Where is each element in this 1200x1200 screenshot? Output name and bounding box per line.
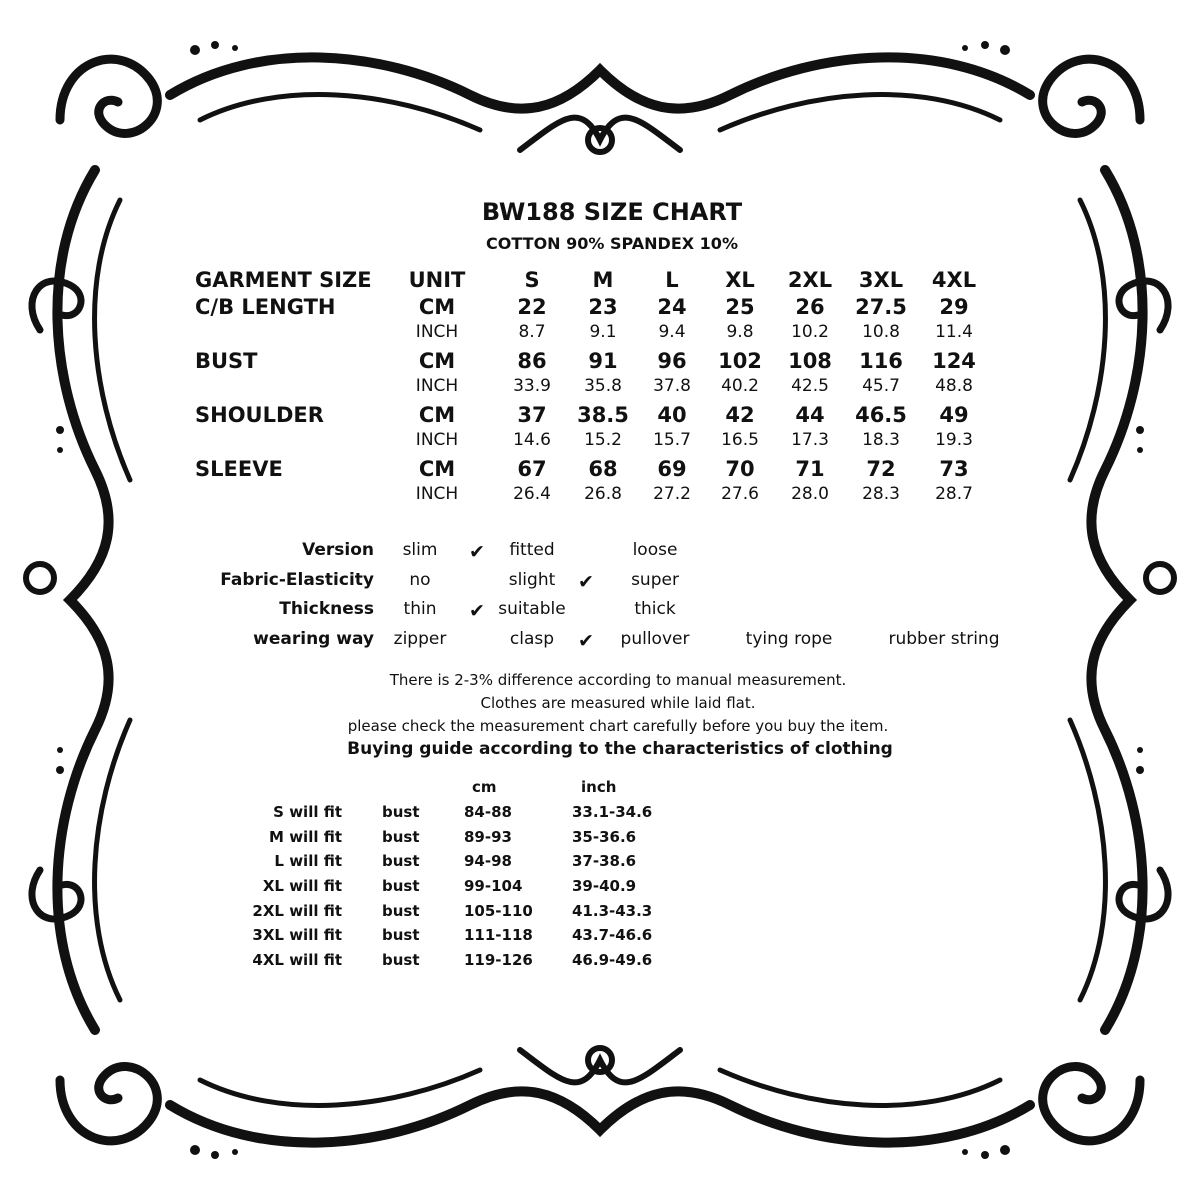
value-cm: 29 [939, 295, 969, 319]
guide-size-label: XL will fit [262, 877, 342, 895]
option-thin: thin [403, 599, 437, 619]
value-inch: 18.3 [862, 430, 900, 450]
value-cm: 96 [657, 349, 687, 373]
guide-body-part: bust [382, 902, 420, 920]
row-label-c-b-length: C/B LENGTH [195, 295, 336, 319]
value-inch: 9.4 [658, 322, 686, 342]
guide-size-label: 4XL will fit [252, 951, 342, 969]
garment-size-label: GARMENT SIZE [195, 268, 372, 292]
option-fitted: fitted [509, 540, 555, 560]
value-cm: 73 [939, 457, 969, 481]
guide-range-inch: 33.1-34.6 [572, 803, 653, 821]
guide-body-part: bust [382, 828, 420, 846]
guide-range-cm: 99-104 [464, 877, 523, 895]
value-inch: 9.1 [589, 322, 617, 342]
value-cm: 49 [939, 403, 969, 427]
size-header-2xl: 2XL [787, 268, 833, 292]
size-header-xl: XL [725, 268, 755, 292]
value-cm: 42 [725, 403, 755, 427]
value-cm: 124 [932, 349, 976, 373]
value-cm: 26 [795, 295, 825, 319]
option-slight: slight [508, 570, 556, 590]
value-inch: 26.8 [584, 484, 622, 504]
option-loose: loose [632, 540, 678, 560]
option-slim: slim [402, 540, 438, 560]
value-inch: 9.8 [726, 322, 754, 342]
row-label-shoulder: SHOULDER [195, 403, 324, 427]
value-inch: 37.8 [653, 376, 691, 396]
characteristic-label-wearing-way: wearing way [253, 629, 374, 649]
value-cm: 91 [588, 349, 618, 373]
unit-cm: CM [418, 295, 456, 319]
unit-inch: INCH [415, 376, 459, 396]
buying-guide-title: Buying guide according to the characteristics of clothing [347, 739, 893, 759]
value-cm: 68 [588, 457, 618, 481]
page-title: BW188 SIZE CHART [481, 198, 743, 226]
unit-cm: CM [418, 403, 456, 427]
value-inch: 35.8 [584, 376, 622, 396]
guide-range-cm: 105-110 [464, 902, 533, 920]
guide-range-inch: 35-36.6 [572, 828, 637, 846]
unit-header: UNIT [408, 268, 466, 292]
fabric-composition: COTTON 90% SPANDEX 10% [486, 234, 738, 253]
guide-body-part: bust [382, 877, 420, 895]
value-cm: 27.5 [855, 295, 907, 319]
value-inch: 11.4 [935, 322, 973, 342]
guide-body-part: bust [382, 803, 420, 821]
value-cm: 24 [657, 295, 687, 319]
check-icon: ✔ [578, 571, 594, 593]
size-header-s: S [524, 268, 540, 292]
guide-range-inch: 46.9-49.6 [572, 951, 653, 969]
value-cm: 71 [795, 457, 825, 481]
size-header-4xl: 4XL [931, 268, 977, 292]
check-icon: ✔ [469, 600, 485, 622]
guide-range-cm: 89-93 [464, 828, 512, 846]
characteristic-label-thickness: Thickness [279, 599, 374, 619]
guide-range-inch: 37-38.6 [572, 852, 637, 870]
value-inch: 40.2 [721, 376, 759, 396]
option-super: super [631, 570, 679, 590]
size-header-m: M [592, 268, 614, 292]
unit-inch: INCH [415, 322, 459, 342]
guide-size-label: M will fit [269, 828, 342, 846]
guide-size-label: S will fit [273, 803, 342, 821]
option-rubber-string: rubber string [888, 629, 1000, 649]
value-cm: 69 [657, 457, 687, 481]
guide-range-cm: 119-126 [464, 951, 533, 969]
value-inch: 28.0 [791, 484, 829, 504]
value-cm: 38.5 [577, 403, 629, 427]
guide-range-cm: 84-88 [464, 803, 512, 821]
value-inch: 27.2 [653, 484, 691, 504]
check-icon: ✔ [469, 541, 485, 563]
value-inch: 27.6 [721, 484, 759, 504]
guide-range-cm: 94-98 [464, 852, 512, 870]
guide-range-inch: 43.7-46.6 [572, 926, 653, 944]
value-inch: 14.6 [513, 430, 551, 450]
value-cm: 37 [517, 403, 547, 427]
value-cm: 44 [795, 403, 825, 427]
guide-range-inch: 39-40.9 [572, 877, 637, 895]
size-header-l: L [665, 268, 679, 292]
value-cm: 108 [788, 349, 832, 373]
note-line: There is 2-3% difference according to manual measurement. [389, 671, 847, 689]
option-thick: thick [634, 599, 676, 619]
guide-body-part: bust [382, 926, 420, 944]
value-cm: 102 [718, 349, 762, 373]
value-inch: 33.9 [513, 376, 551, 396]
row-label-bust: BUST [195, 349, 258, 373]
buying-guide-header-inch: inch [581, 778, 617, 796]
characteristic-label-version: Version [302, 540, 374, 560]
row-label-sleeve: SLEEVE [195, 457, 283, 481]
option-tying-rope: tying rope [745, 629, 833, 649]
option-no: no [409, 570, 431, 590]
guide-range-cm: 111-118 [464, 926, 533, 944]
check-icon: ✔ [578, 630, 594, 652]
guide-size-label: 2XL will fit [252, 902, 342, 920]
value-inch: 16.5 [721, 430, 759, 450]
unit-cm: CM [418, 457, 456, 481]
buying-guide-header-cm: cm [472, 778, 497, 796]
value-cm: 25 [725, 295, 755, 319]
unit-inch: INCH [415, 484, 459, 504]
guide-range-inch: 41.3-43.3 [572, 902, 653, 920]
value-cm: 67 [517, 457, 547, 481]
value-cm: 40 [657, 403, 687, 427]
guide-size-label: 3XL will fit [252, 926, 342, 944]
value-cm: 23 [588, 295, 618, 319]
note-line: Clothes are measured while laid flat. [480, 694, 756, 712]
value-inch: 17.3 [791, 430, 829, 450]
note-line: please check the measurement chart carefully before you buy the item. [347, 717, 889, 735]
value-inch: 15.2 [584, 430, 622, 450]
value-inch: 42.5 [791, 376, 829, 396]
value-cm: 70 [725, 457, 755, 481]
size-header-3xl: 3XL [858, 268, 904, 292]
guide-body-part: bust [382, 951, 420, 969]
value-cm: 116 [859, 349, 903, 373]
value-cm: 22 [517, 295, 547, 319]
value-inch: 26.4 [513, 484, 551, 504]
option-suitable: suitable [498, 599, 566, 619]
value-inch: 28.7 [935, 484, 973, 504]
unit-inch: INCH [415, 430, 459, 450]
value-inch: 28.3 [862, 484, 900, 504]
option-pullover: pullover [620, 629, 690, 649]
value-inch: 19.3 [935, 430, 973, 450]
value-cm: 72 [866, 457, 896, 481]
value-inch: 45.7 [862, 376, 900, 396]
value-cm: 86 [517, 349, 547, 373]
characteristic-label-fabric-elasticity: Fabric-Elasticity [220, 570, 374, 590]
option-zipper: zipper [393, 629, 447, 649]
value-inch: 8.7 [518, 322, 546, 342]
guide-size-label: L will fit [274, 852, 342, 870]
guide-body-part: bust [382, 852, 420, 870]
value-inch: 10.8 [862, 322, 900, 342]
option-clasp: clasp [509, 629, 555, 649]
value-cm: 46.5 [855, 403, 907, 427]
value-inch: 10.2 [791, 322, 829, 342]
value-inch: 15.7 [653, 430, 691, 450]
value-inch: 48.8 [935, 376, 973, 396]
unit-cm: CM [418, 349, 456, 373]
